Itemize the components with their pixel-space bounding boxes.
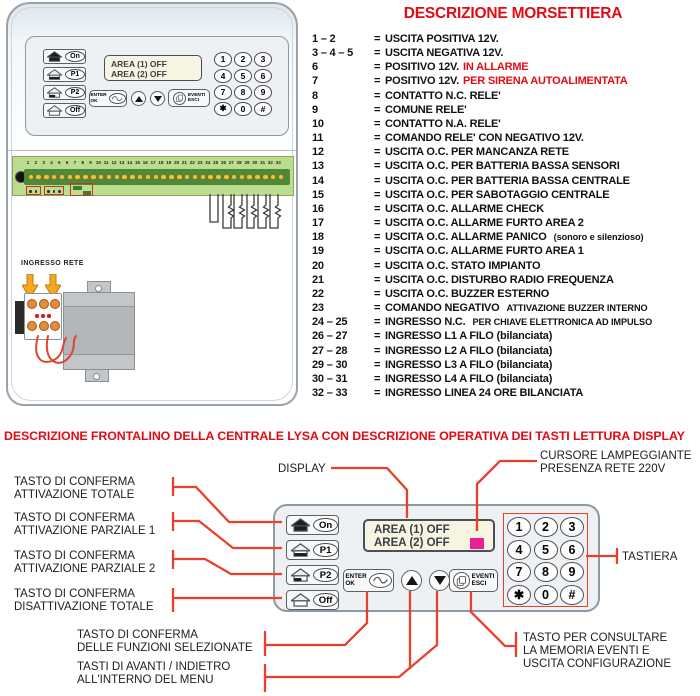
up-arrow-button[interactable]: [401, 570, 422, 591]
terminal-desc: USCITA O.C. BUZZER ESTERNO: [385, 287, 550, 300]
terminal-desc-small: PER CHIAVE ELETTRONICA AD IMPULSO: [472, 317, 653, 328]
terminal-row: [312, 345, 559, 357]
terminal-row: [312, 373, 559, 385]
equals-sign: =: [374, 188, 381, 201]
terminal-screw: [215, 174, 222, 181]
balanced-line-resistors: [206, 194, 298, 240]
section-title-frontalino: DESCRIZIONE FRONTALINO DELLA CENTRALE LYSA CON DESCRIZIONE OPERATIVA DEI TASTI LETTURA DISPLAY: [4, 429, 685, 443]
terminal-screw: [59, 174, 66, 181]
terminal-pins: 8: [312, 89, 318, 102]
terminal-desc-small: ATTIVAZIONE BUZZER INTERNO: [506, 303, 648, 314]
eventi-esci-button[interactable]: [168, 89, 210, 107]
terminal-desc: USCITA O.C. ALLARME FURTO AREA 1: [385, 245, 584, 258]
key-3[interactable]: 3: [254, 52, 272, 67]
lcd-line-2: AREA (2) OFF: [374, 537, 450, 549]
terminal-pins: 29 – 30: [312, 358, 348, 371]
terminal-pins: 3 – 4 – 5: [312, 47, 354, 60]
equals-sign: =: [374, 316, 381, 329]
terminal-screw: [35, 174, 42, 181]
terminal-screw: [200, 174, 207, 181]
equals-sign: =: [374, 61, 381, 74]
mode-button-label: On: [313, 518, 338, 532]
equals-sign: =: [374, 146, 381, 159]
mode-button-label: On: [65, 51, 85, 62]
key-4[interactable]: 4: [214, 69, 232, 84]
label-disattivazione-totale: TASTO DI CONFERMA DISATTIVAZIONE TOTALE: [14, 588, 154, 613]
house-icon: [47, 69, 62, 80]
terminal-pins: 26 – 27: [312, 330, 348, 343]
key-1[interactable]: 1: [507, 517, 531, 537]
terminal-row: [312, 302, 648, 314]
terminal-screw: [67, 174, 74, 181]
terminal-screw: [98, 174, 105, 181]
terminal-desc: COMANDO NEGATIVO: [385, 302, 500, 315]
key-icon: [109, 93, 126, 104]
down-arrow-button[interactable]: [429, 570, 450, 591]
terminal-desc: CONTATTO N.A. RELE': [385, 117, 501, 130]
equals-sign: =: [374, 47, 381, 60]
eventi-label-line1: EVENTI: [187, 92, 206, 98]
key-8[interactable]: 8: [234, 85, 252, 100]
label-attivazione-parziale-2: TASTO DI CONFERMA ATTIVAZIONE PARZIALE 2: [14, 550, 156, 575]
key-#[interactable]: #: [560, 585, 584, 605]
terminal-pins: 17: [312, 217, 324, 230]
terminal-desc: USCITA O.C. PER MANCANZA RETE: [385, 146, 569, 159]
key-8[interactable]: 8: [534, 562, 558, 582]
terminal-number: 31: [260, 160, 266, 165]
terminal-desc-red: IN ALLARME: [463, 61, 529, 74]
label-display: DISPLAY: [278, 463, 326, 475]
house-icon: [291, 568, 310, 582]
terminal-desc: USCITA O.C. PER BATTERIA BASSA SENSORI: [385, 160, 620, 173]
house-icon: [47, 87, 62, 98]
terminal-row: [312, 90, 508, 102]
terminal-row: [312, 387, 590, 399]
terminal-screw: [137, 174, 144, 181]
terminal-desc: INGRESSO L2 A FILO (bilanciata): [385, 344, 553, 357]
terminal-number: 29: [244, 160, 250, 165]
mains-input-label: INGRESSO RETE: [21, 260, 84, 267]
key-#[interactable]: #: [254, 102, 272, 117]
house-icon: [47, 51, 62, 62]
terminal-desc: USCITA O.C. PER SABOTAGGIO CENTRALE: [385, 188, 610, 201]
terminal-desc: INGRESSO L1 A FILO (bilanciata): [385, 330, 553, 343]
terminal-number: 30: [252, 160, 258, 165]
mode-button-p1[interactable]: [286, 540, 339, 560]
mode-button-label: P1: [313, 543, 338, 557]
terminal-number: 22: [189, 160, 195, 165]
label-cursore-lampeggiante: CURSORE LAMPEGGIANTE PRESENZA RETE 220V: [540, 450, 692, 475]
terminal-number: 5: [58, 160, 61, 165]
house-icon: [291, 593, 310, 607]
key-0[interactable]: 0: [234, 102, 252, 117]
terminal-row: [312, 260, 547, 272]
pages-icon: [453, 572, 470, 589]
terminal-board: [12, 156, 294, 196]
key-5[interactable]: 5: [534, 540, 558, 560]
key-7[interactable]: 7: [507, 562, 531, 582]
terminal-row: [312, 288, 556, 300]
equals-sign: =: [374, 372, 381, 385]
terminal-pins: 20: [312, 259, 324, 272]
terminal-screw: [160, 174, 167, 181]
terminal-number: 20: [174, 160, 180, 165]
key-6[interactable]: 6: [254, 69, 272, 84]
terminal-desc: COMANDO RELE' CON NEGATIVO 12V.: [385, 132, 584, 145]
terminal-number: 27: [228, 160, 234, 165]
terminal-screw: [114, 174, 121, 181]
terminal-number: 18: [158, 160, 164, 165]
terminal-strip: [24, 169, 290, 185]
mains-cursor-indicator: [470, 538, 484, 549]
front-panel-small: [25, 36, 289, 136]
terminal-number: 12: [111, 160, 117, 165]
terminal-pins: 11: [312, 132, 324, 145]
key-icon: [369, 573, 392, 588]
terminal-screw: [129, 174, 136, 181]
terminal-desc: INGRESSO LINEA 24 ORE BILANCIATA: [385, 387, 584, 399]
terminal-desc: USCITA O.C. ALLARME FURTO AREA 2: [385, 217, 584, 230]
key-2[interactable]: 2: [534, 517, 558, 537]
mode-button-on[interactable]: [286, 515, 339, 535]
eventi-label-line2: ESCI: [471, 579, 487, 587]
key-✱[interactable]: ✱: [214, 102, 232, 117]
terminal-number: 25: [213, 160, 219, 165]
terminal-number: 21: [181, 160, 187, 165]
terminal-number: 11: [103, 160, 109, 165]
terminal-desc: USCITA POSITIVA 12V.: [385, 33, 499, 45]
enter-label-line2: OK: [90, 98, 98, 104]
equals-sign: =: [374, 160, 381, 173]
terminal-number: 4: [50, 160, 53, 165]
terminal-pins: 10: [312, 117, 324, 130]
control-unit-illustration: [6, 2, 298, 406]
jumper-connector: [44, 186, 64, 195]
terminal-screw: [153, 174, 160, 181]
equals-sign: =: [374, 387, 381, 399]
terminal-number: 23: [197, 160, 203, 165]
terminal-row: [312, 359, 559, 371]
mode-button-p2[interactable]: [43, 85, 86, 100]
terminal-screw: [43, 174, 50, 181]
key-4[interactable]: 4: [507, 540, 531, 560]
equals-sign: =: [374, 89, 381, 102]
key-7[interactable]: 7: [214, 85, 232, 100]
label-attivazione-totale: TASTO DI CONFERMA ATTIVAZIONE TOTALE: [14, 476, 135, 501]
mode-buttons-column: [43, 49, 86, 121]
up-arrow-icon: [135, 96, 143, 102]
terminal-screw: [90, 174, 97, 181]
enter-label-line1: ENTER: [90, 93, 107, 99]
mode-button-off[interactable]: [43, 103, 86, 118]
key-6[interactable]: 6: [560, 540, 584, 560]
terminal-row: [312, 189, 616, 201]
terminal-pins: 19: [312, 245, 324, 258]
terminal-screw: [184, 174, 191, 181]
terminal-row: [312, 316, 652, 328]
mode-button-label: P1: [65, 69, 85, 80]
terminal-desc: CONTATTO N.C. RELE': [385, 89, 501, 102]
numeric-keypad: [214, 52, 272, 116]
terminal-row: [312, 217, 591, 229]
terminal-screw: [106, 174, 113, 181]
house-icon: [47, 105, 62, 116]
terminal-number: 2: [34, 160, 38, 165]
terminal-pins: 12: [312, 146, 324, 159]
terminal-screw: [74, 174, 81, 181]
terminal-desc: USCITA O.C. ALLARME CHECK: [385, 202, 544, 215]
terminal-row: [312, 132, 591, 144]
mode-button-off[interactable]: [286, 590, 339, 610]
terminal-screw: [207, 174, 214, 181]
terminal-number: 13: [119, 160, 125, 165]
mode-button-p2[interactable]: [286, 565, 339, 585]
terminal-screw: [28, 174, 35, 181]
terminal-screw: [231, 174, 238, 181]
down-arrow-icon: [434, 576, 446, 585]
terminal-number: 15: [134, 160, 140, 165]
label-consultare-memoria: TASTO PER CONSULTARE LA MEMORIA EVENTI E USCITA CONFIGURAZIONE: [523, 632, 672, 670]
terminal-row: [312, 118, 508, 130]
terminal-number: 19: [166, 160, 172, 165]
up-arrow-icon: [406, 576, 418, 585]
down-arrow-icon: [154, 96, 162, 102]
relay-connector: [70, 183, 93, 196]
terminal-row: [312, 245, 591, 257]
terminal-screw: [239, 174, 246, 181]
terminal-screw: [223, 174, 230, 181]
terminal-row: [312, 203, 551, 215]
terminal-desc: INGRESSO N.C.: [385, 316, 466, 329]
terminal-screw: [168, 174, 175, 181]
jumper-connector: [26, 186, 41, 195]
key-5[interactable]: 5: [234, 69, 252, 84]
lcd-display: [104, 55, 202, 81]
terminal-pins: 24 – 25: [312, 316, 348, 329]
label-tastiera: TASTIERA: [622, 551, 678, 563]
terminal-screw: [51, 174, 58, 181]
terminal-number: 6: [65, 160, 69, 165]
terminal-pins: 9: [312, 103, 318, 116]
equals-sign: =: [374, 174, 381, 187]
terminal-number: 17: [150, 160, 156, 165]
terminal-pins: 7: [312, 75, 318, 88]
equals-sign: =: [374, 231, 381, 244]
label-attivazione-parziale-1: TASTO DI CONFERMA ATTIVAZIONE PARZIALE 1: [14, 512, 156, 537]
key-0[interactable]: 0: [534, 585, 558, 605]
terminal-screw: [176, 174, 183, 181]
terminal-desc: USCITA NEGATIVA 12V.: [385, 47, 504, 60]
terminal-screw: [262, 174, 269, 181]
front-panel-large: [273, 504, 600, 612]
enter-ok-button[interactable]: [89, 90, 127, 107]
terminal-desc: INGRESSO L4 A FILO (bilanciata): [385, 372, 553, 385]
equals-sign: =: [374, 344, 381, 357]
terminal-row: [312, 75, 631, 87]
numeric-keypad: [504, 514, 587, 608]
eventi-esci-button[interactable]: [449, 569, 498, 592]
mode-button-on[interactable]: [43, 49, 86, 64]
terminal-pins: 21: [312, 273, 324, 286]
terminal-pins: 18: [312, 231, 324, 244]
eventi-label-line1: EVENTI: [471, 572, 495, 580]
house-icon: [291, 518, 310, 532]
terminal-row: [312, 160, 627, 172]
key-✱[interactable]: ✱: [507, 585, 531, 605]
terminal-row: [312, 33, 506, 45]
equals-sign: =: [374, 202, 381, 215]
terminal-number: 7: [73, 160, 77, 165]
equals-sign: =: [374, 330, 381, 343]
key-3[interactable]: 3: [560, 517, 584, 537]
terminal-number: 16: [142, 160, 148, 165]
terminal-row: [312, 175, 637, 187]
terminal-screw: [145, 174, 152, 181]
mode-button-label: Off: [313, 593, 338, 607]
terminal-desc: USCITA O.C. DISTURBO RADIO FREQUENZA: [385, 273, 614, 286]
terminal-desc: USCITA O.C. ALLARME PANICO: [385, 231, 547, 244]
terminal-number: 8: [81, 160, 84, 165]
terminal-number: 32: [267, 160, 273, 165]
mains-wires: [30, 334, 86, 372]
terminal-pins: 1 – 2: [312, 33, 336, 45]
terminal-number: 3: [42, 160, 45, 165]
equals-sign: =: [374, 245, 381, 258]
equals-sign: =: [374, 103, 381, 116]
mode-button-label: Off: [65, 105, 85, 116]
terminal-screw: [246, 174, 253, 181]
terminal-pins: 27 – 28: [312, 344, 348, 357]
pages-icon: [173, 92, 186, 105]
terminal-row: [312, 47, 510, 59]
enter-label-line1: ENTER: [345, 572, 367, 580]
mode-buttons-column: [286, 515, 339, 615]
lcd-line-2: AREA (2) OFF: [111, 69, 167, 79]
key-9[interactable]: 9: [254, 85, 272, 100]
terminal-row: [312, 274, 621, 286]
terminal-desc: POSITIVO 12V.: [385, 61, 460, 74]
terminal-screw: [121, 174, 128, 181]
transformer-mount-tab: [85, 368, 109, 382]
terminal-desc-red: PER SIRENA AUTOALIMENTATA: [463, 75, 628, 88]
terminal-desc: INGRESSO L3 A FILO (bilanciata): [385, 358, 553, 371]
terminal-number: 28: [236, 160, 242, 165]
terminal-number: 24: [205, 160, 211, 165]
label-conferma-funzioni: TASTO DI CONFERMA DELLE FUNZIONI SELEZIONATE: [77, 629, 253, 654]
terminal-screw: [270, 174, 277, 181]
terminal-screw: [82, 174, 89, 181]
lcd-display: [363, 519, 495, 552]
terminal-pins: 22: [312, 287, 324, 300]
equals-sign: =: [374, 117, 381, 130]
terminal-pins: 15: [312, 188, 324, 201]
label-avanti-indietro: TASTI DI AVANTI / INDIETRO ALL'INTERNO DEL MENU: [77, 661, 231, 686]
equals-sign: =: [374, 358, 381, 371]
key-9[interactable]: 9: [560, 562, 584, 582]
equals-sign: =: [374, 75, 381, 88]
mode-button-label: P2: [65, 87, 85, 98]
terminal-desc: USCITA O.C. STATO IMPIANTO: [385, 259, 541, 272]
up-arrow-button[interactable]: [131, 91, 146, 106]
key-2[interactable]: 2: [234, 52, 252, 67]
lcd-line-1: AREA (1) OFF: [374, 524, 450, 536]
terminal-row: [312, 146, 576, 158]
mains-terminal-block: [24, 293, 62, 340]
equals-sign: =: [374, 287, 381, 300]
terminal-row: [312, 231, 643, 243]
mode-button-p1[interactable]: [43, 67, 86, 82]
terminal-pins: 16: [312, 202, 324, 215]
terminal-number: 9: [89, 160, 92, 165]
numeric-keypad-frame: [214, 52, 272, 118]
mode-button-label: P2: [313, 568, 338, 582]
down-arrow-button[interactable]: [150, 91, 165, 106]
equals-sign: =: [374, 217, 381, 230]
terminal-pins: 14: [312, 174, 324, 187]
terminal-pins: 32 – 33: [312, 387, 348, 399]
terminal-number: 33: [275, 160, 281, 165]
enter-ok-button[interactable]: [343, 569, 394, 592]
terminal-desc: USCITA O.C. PER BATTERIA BASSA CENTRALE: [385, 174, 630, 187]
terminal-row: [312, 330, 559, 342]
enclosure-seam: [8, 150, 296, 151]
terminal-screw: [254, 174, 261, 181]
terminal-number: 26: [220, 160, 226, 165]
eventi-label-line2: ESCI: [187, 98, 200, 103]
terminal-row: [312, 61, 531, 73]
numeric-keypad-frame: [503, 513, 588, 607]
enter-label-line2: OK: [345, 579, 355, 587]
terminal-screw: [192, 174, 199, 181]
terminal-number: 1: [26, 160, 30, 165]
terminal-screw: [278, 174, 285, 181]
equals-sign: =: [374, 132, 381, 145]
lcd-line-1: AREA (1) OFF: [111, 59, 167, 69]
terminal-pins: 23: [312, 302, 324, 315]
equals-sign: =: [374, 259, 381, 272]
terminal-pins: 13: [312, 160, 324, 173]
equals-sign: =: [374, 302, 381, 315]
key-1[interactable]: 1: [214, 52, 232, 67]
section-title-morsettiera: DESCRIZIONE MORSETTIERA: [403, 5, 623, 22]
terminal-pins: 30 – 31: [312, 372, 348, 385]
terminal-number: 10: [95, 160, 101, 165]
terminal-desc-small: (sonoro e silenzioso): [553, 232, 644, 243]
terminal-desc: POSITIVO 12V.: [385, 75, 460, 88]
terminal-number: 14: [127, 160, 133, 165]
equals-sign: =: [374, 273, 381, 286]
house-icon: [291, 543, 310, 557]
terminal-pins: 6: [312, 61, 318, 74]
terminal-desc: COMUNE RELE': [385, 103, 467, 116]
terminal-row: [312, 104, 474, 116]
equals-sign: =: [374, 33, 381, 45]
